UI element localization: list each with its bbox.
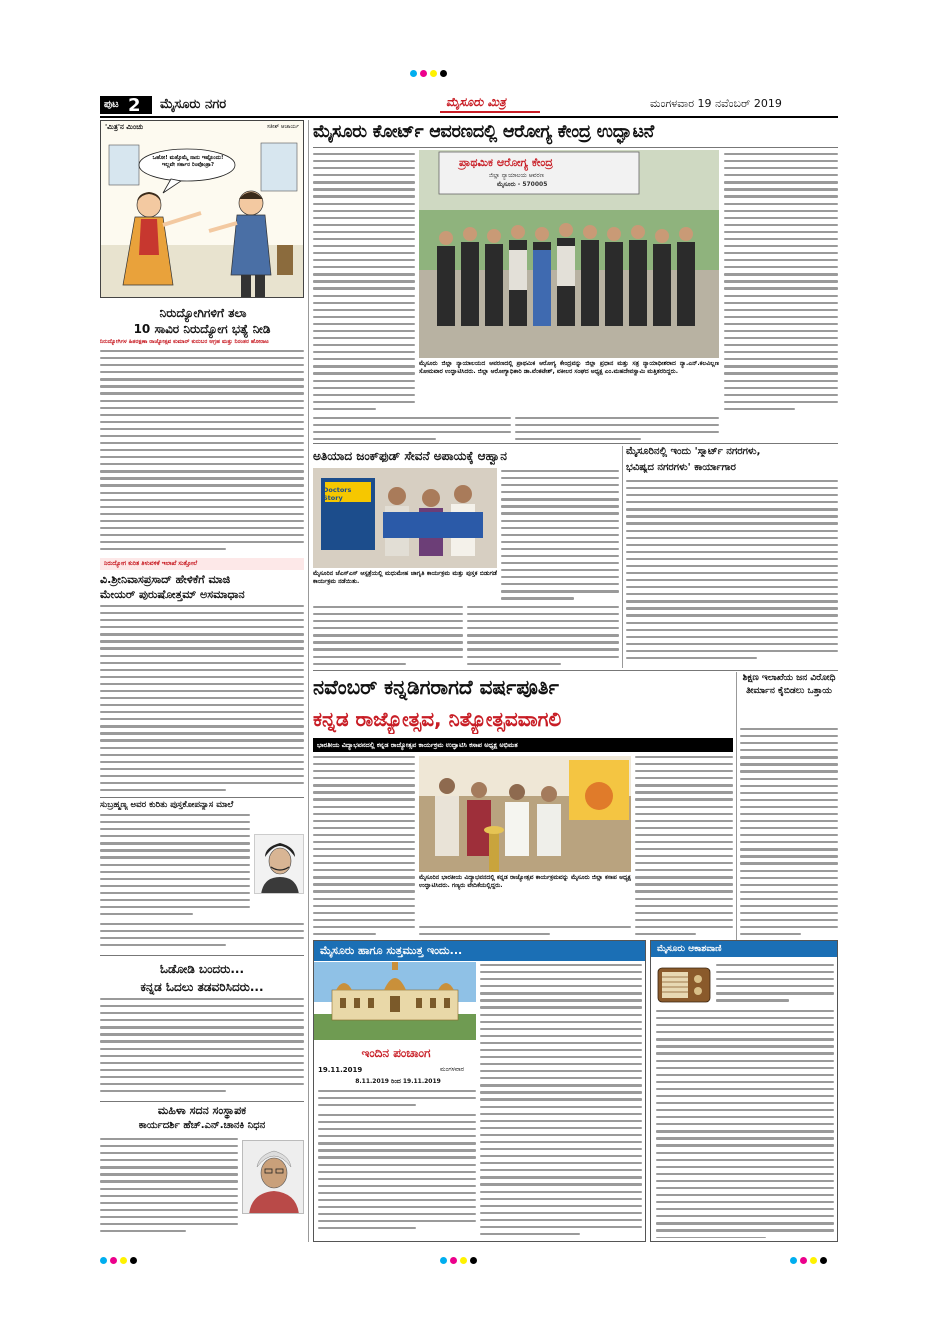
paper-name-underline [440,111,540,113]
cartoon-speech: ಒಹೋ! ಮತ್ತೊಮ್ಮೆ ನಾನು ಇಷ್ಟೊಂದು! ಇಲ್ಲವೇ ಸರ್ಕಾರ ರಿಂಪೊಂತ್ರಾ? [152,155,224,168]
story5-rule [100,1101,304,1102]
smart-cities-body [626,480,838,668]
portrait-photo [254,834,304,894]
story4-rule [100,955,304,956]
rajyotsava-headline1: ನವೆಂಬರ್ ಕನ್ನಡಿಗರಾಗದೆ ವರ್ಷಪೂರ್ತಿ [313,675,559,699]
side-story-headline: ಶಿಕ್ಷಣ ಇಲಾಖೆಯ ಜನ ವಿರೋಧಿ ತೀರ್ಮಾನ ಕೈಬಿಡಲು ಒತ್ತಾಯ [742,673,836,696]
lead-headline: ಮೈಸೂರು ಕೋರ್ಟ್ ಆವರಣದಲ್ಲಿ ಆರೋಗ್ಯ ಕೇಂದ್ರ ಉದ್ಘಾಟನೆ [313,122,655,142]
black-dot [470,1257,477,1264]
rajyotsava-headline2: ಕನ್ನಡ ರಾಜ್ಯೋತ್ಸವ, ನಿತ್ಯೋತ್ಸವವಾಗಲಿ [313,707,562,731]
book-poster-title: Doctors Story [323,486,352,502]
story1-title2: 10 ಸಾವಿರ ನಿರುದ್ಯೋಗ ಭತ್ಯೆ ನೀಡಿ [133,322,271,336]
story5-body-left [100,1138,238,1242]
panchanga-day: ಮಂಗಳವಾರ [440,1066,465,1073]
story2-title2: ಮೇಯರ್ ಪುರುಷೋತ್ತಮ್ ಅಸಮಾಧಾನ [100,588,245,601]
black-dot [440,70,447,77]
lead-body-row2-b [515,417,719,442]
registration-marks-bottom-right [790,1249,830,1268]
story4-body [100,998,304,1098]
story5-title: ಮಹಿಳಾ ಸದನ ಸಂಸ್ಥಾಪಕ [157,1104,247,1117]
story3-body-left [100,814,250,924]
story2-body [100,605,304,795]
registration-marks-bottom-mid [440,1249,480,1268]
story2-kicker: ನಿರುದ್ಯೋಗ ಕುರಿತ ತಿಳುವಳಿಕೆ ಇಲಾಖೆ ಸುತ್ತೋಲೆ [104,560,198,567]
issue-date: ಮಂಗಳವಾರ 19 ನವೆಂಬರ್ 2019 [650,97,782,110]
palace-photo [314,962,476,1040]
lead-body-row2-a [313,417,511,442]
rajyotsava-body-col1 [313,756,415,936]
story2-title: ವಿ.ಶ್ರೀನಿವಾಸಪ್ರಸಾದ್ ಹೇಳಿಕೆಗೆ ಮಾಜಿ [100,573,231,586]
black-dot [820,1257,827,1264]
story4-title: ಓಡೋಡಿ ಬಂದರು... [159,962,245,976]
yellow-dot [430,70,437,77]
cartoon-title: 'ಮಿತ್ರ'ನ ಮಿಂಚು [105,123,144,131]
cyan-dot [440,1257,447,1264]
story4-title2: ಕನ್ನಡ ಓದಲು ತಡವರಿಸಿದರು... [140,980,264,994]
lead-bottom-rule [313,443,838,444]
magenta-dot [450,1257,457,1264]
health-centre-banner-title: ಪ್ರಾಥಮಿಕ ಆರೋಗ್ಯ ಕೇಂದ್ರ [459,156,553,169]
cyan-dot [100,1257,107,1264]
obituary-photo [242,1140,304,1214]
side-story-body [740,728,838,936]
registration-marks-bottom-left [100,1249,140,1268]
junkfood-caption: ಮೈಸೂರಿನ ಜೆಎಸ್‌ಎಸ್ ಆಸ್ಪತ್ರೆಯಲ್ಲಿ ಮಧುಮೇಹ ಜಾಗೃತಿ ಕಾರ್ಯಕ್ರಮ ಮತ್ತು ಪುಸ್ತಕ ಬಿಡುಗಡೆ ಕಾರ್ಯಕ್ರಮ ನಡೆಯಿತು. [313,570,497,585]
yellow-dot [460,1257,467,1264]
panchanga-title: ಇಂದಿನ ಪಂಚಾಂಗ [361,1046,431,1060]
health-centre-banner-city: ಮೈಸೂರು - 570005 [497,181,548,188]
rajyotsava-body-col3 [635,756,733,936]
story3-title: ಸುಬ್ರಹ್ಮಣ್ಯ ಅವರ ಕುರಿತು ಪುಸ್ತಕೋಪನ್ಯಾಸ ಮಾಲೆ [100,800,234,810]
events-list-right [480,964,642,1238]
yellow-dot [120,1257,127,1264]
radio-title: ಮೈಸೂರು ಆಕಾಶವಾಣಿ [651,941,837,957]
cyan-dot [410,70,417,77]
lead-body-col1 [313,153,415,415]
page-number: 2 [128,95,141,116]
junkfood-body-bottom2 [467,606,619,668]
page-label-box [100,96,152,114]
health-centre-banner-sub: ಜಿಲ್ಲಾ ನ್ಯಾಯಾಲಯ ಆವರಣ [489,172,544,179]
story3-body-tail [100,923,304,953]
smart-cities-headline2: ಭವಿಷ್ಯದ ನಗರಗಳು' ಕಾರ್ಯಾಗಾರ [626,462,736,473]
story3-rule [100,797,304,798]
lead-body-col4 [724,153,838,415]
rajyotsava-body-col2-tail [419,926,631,938]
magenta-dot [110,1257,117,1264]
cartoon-artist: ಸತೀಶ್ ಆಚಾರ್ಯ [266,124,299,130]
story1-title: ನಿರುದ್ಯೋಗಿಗಳಿಗೆ ತಲಾ [159,306,247,320]
junkfood-body-bottom1 [313,606,463,668]
registration-marks-top [410,62,450,81]
junkfood-photo [313,468,497,568]
junkfood-body-right [501,470,619,602]
rajyotsava-caption: ಮೈಸೂರಿನ ಭಾರತೀಯ ವಿದ್ಯಾಭವನದಲ್ಲಿ ಕನ್ನಡ ರಾಜ್ಯೋತ್ಸವ ಕಾರ್ಯಕ್ರಮವನ್ನು ಮೈಸೂರು ಜಿಲ್ಲಾ ಕಸಾಪ ಅಧ್ಯಕ್ಷ ಉದ್ಘಾಟಿಸಿದರು. ಗಣ್ಯರು ವೇದಿಕೆಯಲ್ಲಿದ್ದರು. [419,874,631,889]
column-divider-junk [622,446,623,668]
cartoon-box [100,120,304,298]
magenta-dot [420,70,427,77]
junkfood-headline: ಅತಿಯಾದ ಜಂಕ್‌ಫುಡ್ ಸೇವನೆ ಅಪಾಯಕ್ಕೆ ಆಹ್ವಾನ [313,449,507,463]
story1-kicker: ನಿರುದ್ಯೋಗಿಗಳ ಹಿತರಕ್ಷಣಾ ರಾಜ್ಯೋತ್ಸವ ಕುಮಾರ್ ಕುರುಬರ ಆಗ್ರಹ ಮತ್ತು ನಿರಂತರ ಹೋರಾಟ [100,339,269,345]
yellow-dot [810,1257,817,1264]
cyan-dot [790,1257,797,1264]
magenta-dot [800,1257,807,1264]
rajyotsava-top-rule [313,670,838,671]
panchanga-date: 19.11.2019 [318,1066,363,1074]
paper-name: ಮೈಸೂರು ಮಿತ್ರ [446,95,506,109]
radio-schedule [656,1010,834,1238]
radio-icon [656,962,712,1006]
column-divider-side [736,672,737,940]
lead-photo-caption: ಮೈಸೂರು ಜಿಲ್ಲಾ ನ್ಯಾಯಾಲಯದ ಆವರಣದಲ್ಲಿ ಪ್ರಾಥಮಿಕ ಆರೋಗ್ಯ ಕೇಂದ್ರವನ್ನು ಜಿಲ್ಲಾ ಪ್ರಧಾನ ಮತ್ತು ಸತ್ರ ನ್ಯಾಯಾಧೀಶರಾದ ನ್ಯಾ.ಎನ್.ಕಲವಿಲ್ಲಣ ಸೋಮವಾರ ಉದ್ಘಾಟಿಸಿದರು. ಜಿಲ್ಲಾ ಆರೋಗ್ಯಾಧಿಕಾರಿ ಡಾ.ವೆಂಕಟೇಶ್, ವಕೀಲರ ಸಂಘದ ಅಧ್ಯಕ್ಷ ಎಂ.ಮಹದೇವಸ್ವಾಮಿ ಮತ್ತಿತರರಿದ್ದರು. [419,360,719,375]
panchanga-body [318,1090,476,1110]
rajyotsava-kicker: ಭಾರತೀಯ ವಿದ್ಯಾಭವನದಲ್ಲಿ ಕನ್ನಡ ರಾಜ್ಯೋತ್ಸವ ಕಾರ್ಯಕ್ರಮ ಉದ್ಘಾಟಿಸಿ ಕಸಾಪ ಅಧ್ಯಕ್ಷ ಅಭಿಮತ [313,738,733,752]
black-dot [130,1257,137,1264]
radio-schedule-top [716,964,834,1008]
column-divider-1 [308,120,309,1242]
section-name: ಮೈಸೂರು ನಗರ [160,97,227,112]
lead-headline-rule [313,147,838,148]
lead-photo [419,150,719,358]
story1-body [100,350,304,555]
page-label: ಪುಟ [104,99,119,110]
rajyotsava-photo [419,756,631,872]
story5-title2: ಕಾರ್ಯದರ್ಶಿ ಹೆಚ್.ಎನ್.ಚಾನಕಿ ನಿಧನ [138,1120,266,1131]
panchanga-dates-line: 8.11.2019 ರಿಂದ 19.11.2019 [355,1078,441,1085]
smart-cities-headline: ಮೈಸೂರಿನಲ್ಲಿ ಇಂದು 'ಸ್ಮಾರ್ಟ್ ನಗರಗಳು, [626,446,761,457]
events-list-left [318,1114,476,1238]
events-title: ಮೈಸೂರು ಹಾಗೂ ಸುತ್ತಮುತ್ತ ಇಂದು... [314,941,645,961]
